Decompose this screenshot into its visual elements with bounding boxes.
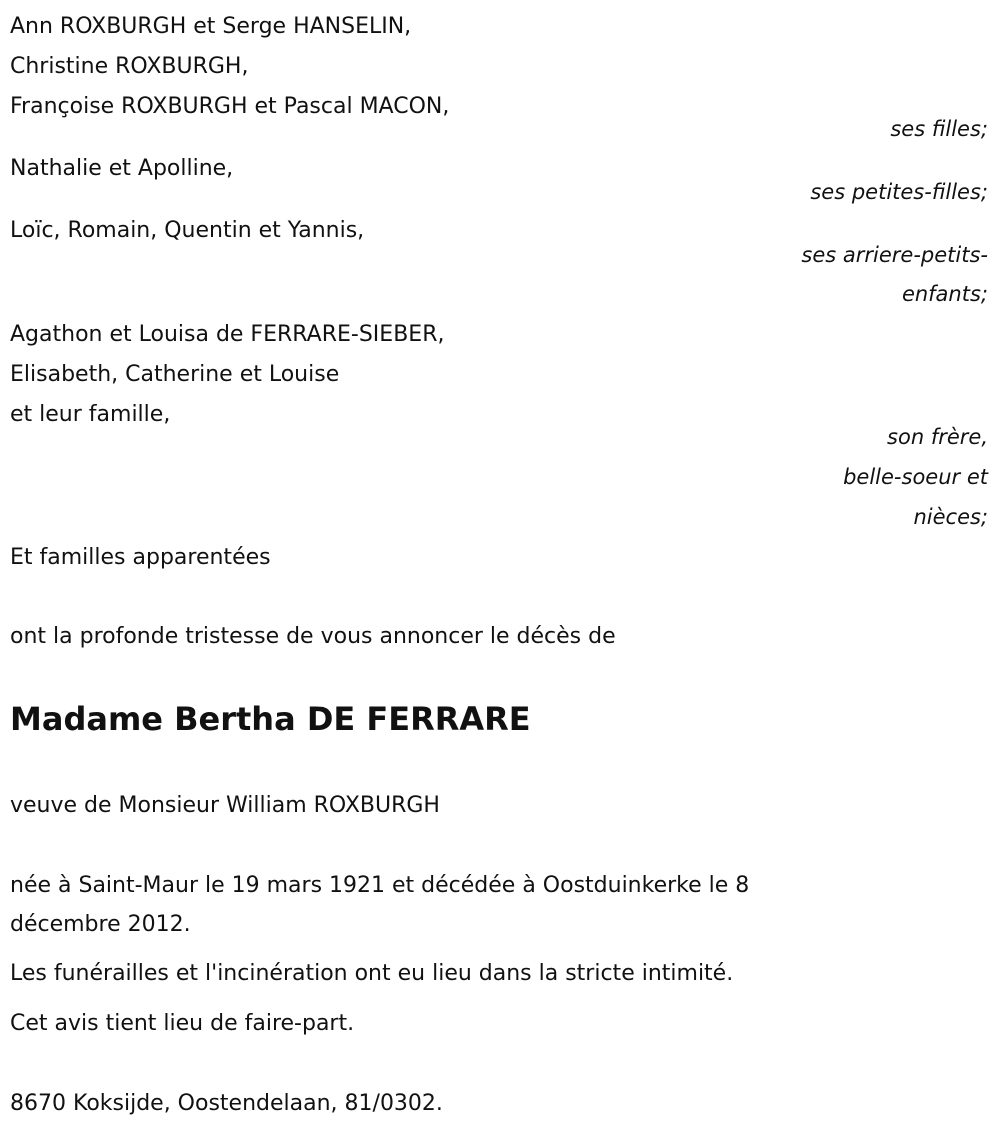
notice: Cet avis tient lieu de faire-part. [10,1011,355,1036]
birth-death: décembre 2012. [10,912,191,937]
sibling-line: Elisabeth, Catherine et Louise [10,362,340,387]
funeral-info: Les funérailles et l'incinération ont eu lieu dans la stricte intimité. [10,961,734,986]
siblings-role: belle-soeur et [843,465,988,489]
daughter-line: Christine ROXBURGH, [10,54,249,79]
related-families: Et familles apparentées [10,545,271,570]
great-grandchildren-role: ses arriere-petits- [801,243,988,267]
widow-of: veuve de Monsieur William ROXBURGH [10,793,440,818]
address: 8670 Koksijde, Oostendelaan, 81/0302. [10,1091,443,1116]
granddaughters: Nathalie et Apolline, [10,156,234,181]
granddaughters-role: ses petites-filles; [810,180,988,204]
deceased-name: Madame Bertha DE FERRARE [10,700,531,738]
great-grandchildren: Loïc, Romain, Quentin et Yannis, [10,218,365,243]
announcement: ont la profonde tristesse de vous annoncer le décès de [10,624,616,649]
daughters-role: ses filles; [890,117,988,141]
siblings-role: son frère, [887,425,988,449]
daughter-line: Ann ROXBURGH et Serge HANSELIN, [10,14,412,39]
sibling-line: Agathon et Louisa de FERRARE-SIEBER, [10,322,445,347]
sibling-line: et leur famille, [10,402,171,427]
daughter-line: Françoise ROXBURGH et Pascal MACON, [10,94,450,119]
birth-death: née à Saint-Maur le 19 mars 1921 et décédée à Oostduinkerke le 8 [10,873,750,898]
siblings-role: nièces; [913,505,988,529]
great-grandchildren-role: enfants; [901,282,988,306]
